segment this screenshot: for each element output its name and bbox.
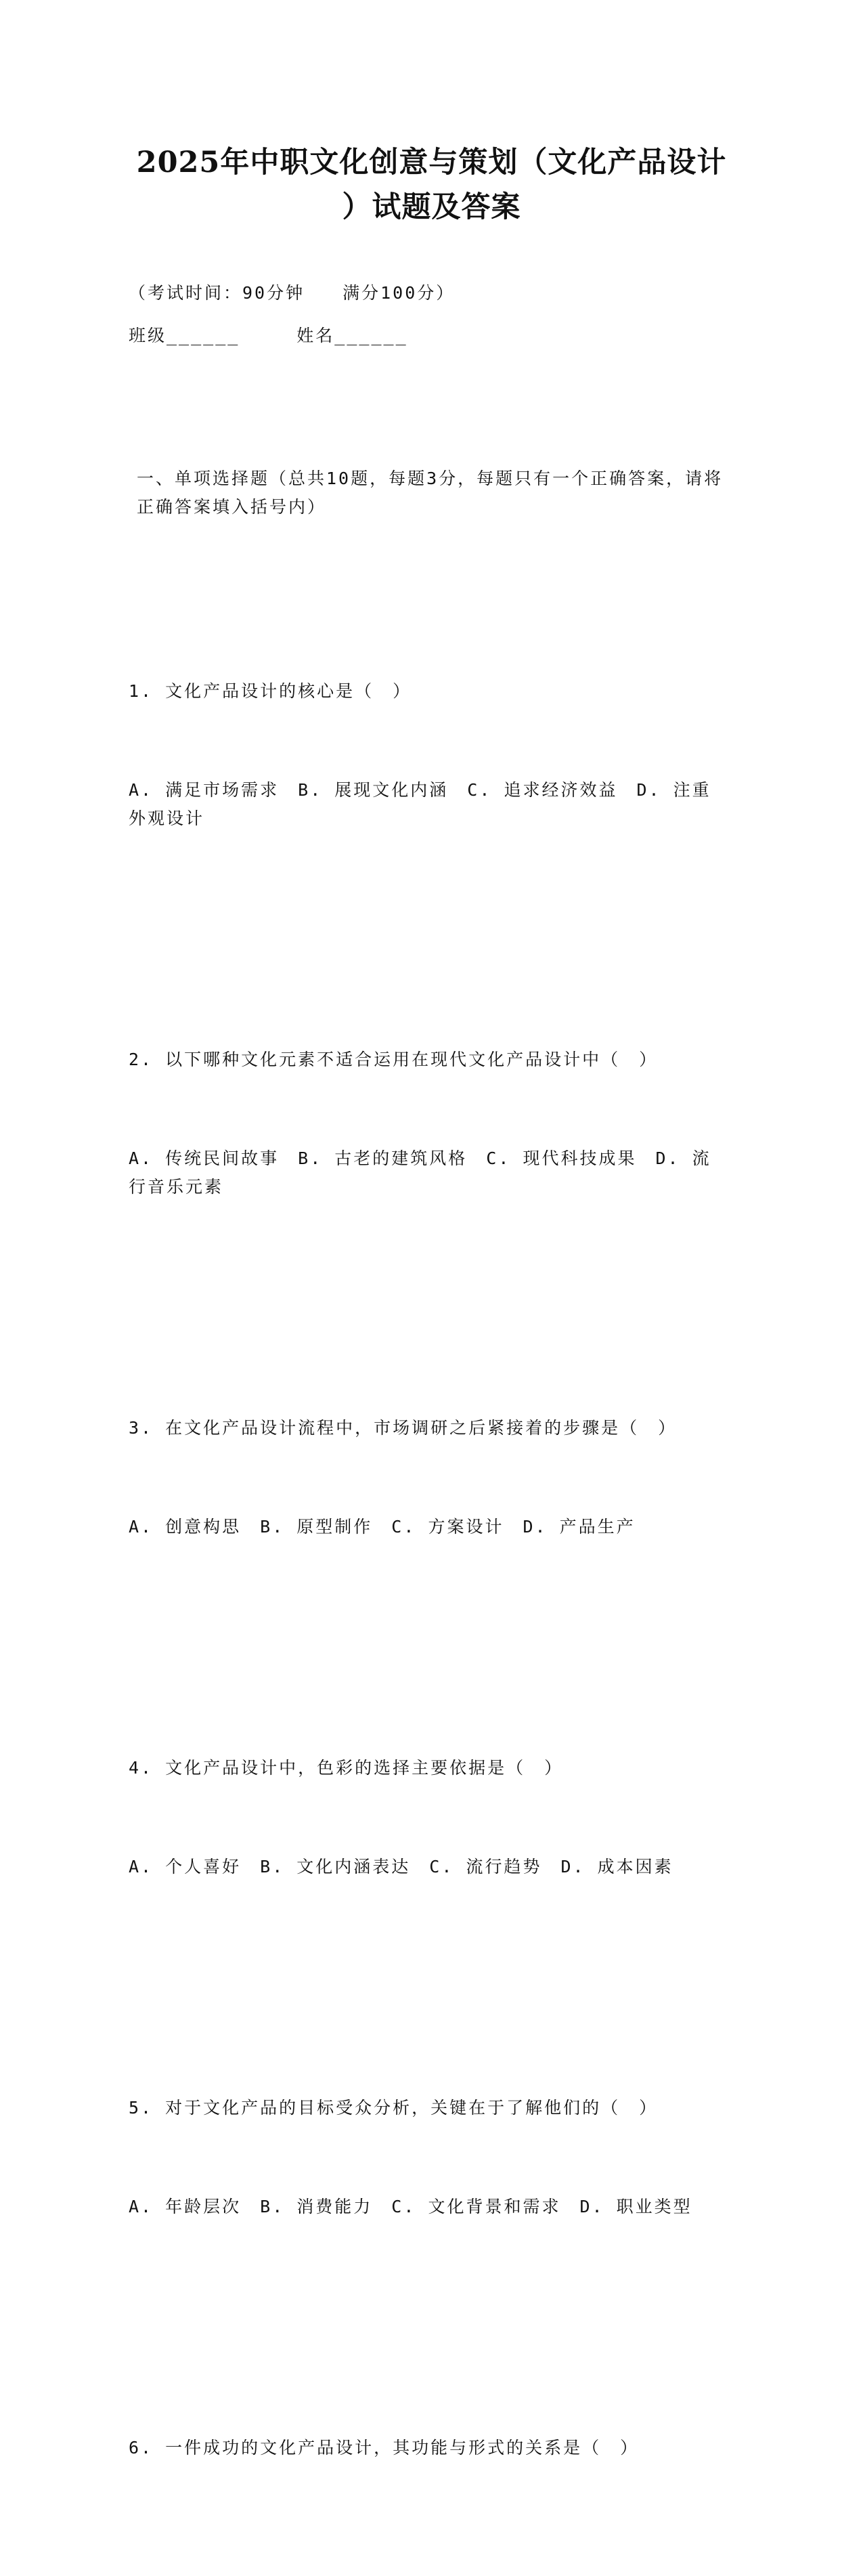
question-options: A. 年龄层次 B. 消费能力 C. 文化背景和需求 D. 职业类型: [129, 2197, 692, 2216]
question-stem: 6. 一件成功的文化产品设计，其功能与形式的关系是（ ）: [129, 2438, 640, 2457]
question-item: [129, 2377, 724, 2519]
document-title: [102, 140, 761, 230]
title-line-2: ）试题及答案: [342, 190, 521, 224]
question-section: [129, 408, 724, 2576]
question-stem: 3. 在文化产品设计流程中，市场调研之后紧接着的步骤是（ ）: [129, 1418, 678, 1438]
question-stem: 2. 以下哪种文化元素不适合运用在现代文化产品设计中（ ）: [129, 1050, 659, 1069]
question-options: A. 满足市场需求 B. 展现文化内涵 C. 追求经济效益 D. 注重外观设计: [129, 780, 711, 828]
question-item: [129, 1697, 724, 1952]
question-options: A. 个人喜好 B. 文化内涵表达 C. 流行趋势 D. 成本因素: [129, 1857, 673, 1876]
title-line-1: 2025年中职文化创意与策划（文化产品设计: [136, 146, 727, 179]
question-stem: 1. 文化产品设计的核心是（ ）: [129, 681, 412, 701]
question-stem: 5. 对于文化产品的目标受众分析，关键在于了解他们的（ ）: [129, 2098, 659, 2118]
section-heading: 一、单项选择题（总共10题，每题3分，每题只有一个正确答案，请将正确答案填入括号内）: [137, 469, 724, 517]
question-item: [129, 2037, 724, 2292]
exam-info: （考试时间：90分钟 满分100分）: [129, 283, 456, 303]
class-name-line: 班级______ 姓名______: [129, 326, 408, 345]
question-stem: 4. 文化产品设计中，色彩的选择主要依据是（ ）: [129, 1758, 564, 1778]
question-item: [129, 620, 724, 903]
question-item: [129, 1357, 724, 1612]
question-options: A. 传统民间故事 B. 古老的建筑风格 C. 现代科技成果 D. 流行音乐元素: [129, 1149, 711, 1197]
question-options: A. 创意构思 B. 原型制作 C. 方案设计 D. 产品生产: [129, 1517, 636, 1537]
question-item: [129, 989, 724, 1272]
